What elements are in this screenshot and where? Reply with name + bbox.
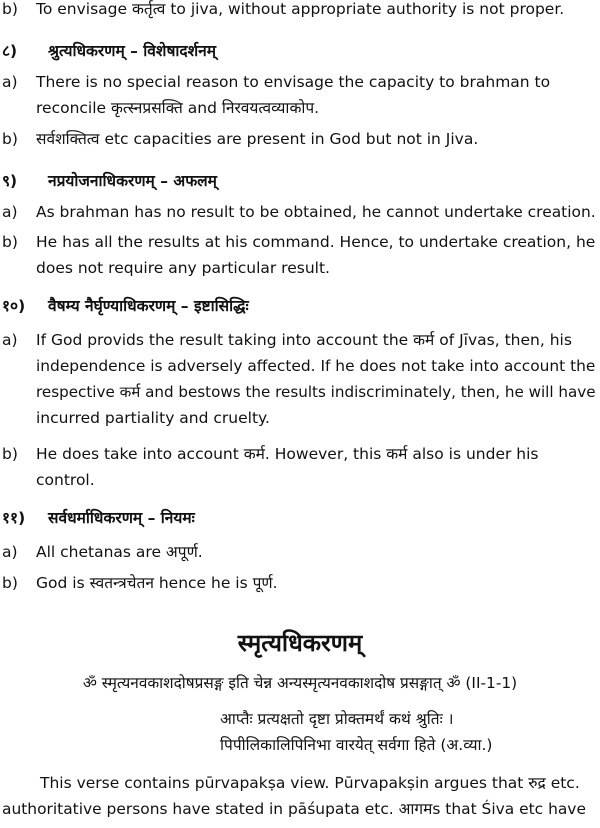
heading-text: सर्वधर्माधिकरणम् – नियमः — [48, 509, 195, 527]
item-text: independence is adversely affected. If he does not take into account the — [36, 357, 596, 375]
item-text: To envisage कर्तृत्व to jiva, without appropriate authority is not proper. — [36, 0, 565, 18]
item-label: a) — [2, 203, 18, 221]
item-text: God is स्वतन्त्रचेतन hence he is पूर्ण. — [36, 574, 278, 592]
item-text: He has all the results at his command. Hence, to undertake creation, he — [36, 233, 596, 251]
item-label: b) — [2, 130, 18, 148]
heading-number: ८) — [2, 42, 18, 60]
verse-line: आप्तैः प्रत्यक्षतो दृष्टा प्रोक्तमर्थं कथं श्रुतिः । — [220, 710, 454, 728]
heading-text: श्रुत्यधिकरणम् – विशेषादर्शनम् — [48, 42, 217, 60]
item-text: does not require any particular result. — [36, 259, 330, 277]
item-label: b) — [2, 233, 18, 251]
heading-number: १०) — [2, 297, 26, 315]
item-text: control. — [36, 471, 95, 489]
item-label: b) — [2, 574, 18, 592]
item-label: a) — [2, 331, 18, 349]
item-text: As brahman has no result to be obtained, he cannot undertake creation. — [36, 203, 596, 221]
item-text: reconcile कृत्स्नप्रसक्ति and निरवयत्वव्याकोप. — [36, 99, 320, 117]
item-text: सर्वशक्तित्व etc capacities are present in God but not in Jiva. — [36, 130, 479, 148]
item-text: incurred partiality and cruelty. — [36, 409, 270, 427]
item-label: b) — [2, 445, 18, 463]
section-title: स्मृत्यधिकरणम् — [237, 629, 363, 657]
paragraph-line: This verse contains pūrvapakṣa view. Pūrvapakṣin argues that रुद्र etc. — [40, 774, 580, 792]
item-label: b) — [2, 0, 18, 18]
item-text: There is no special reason to envisage the capacity to brahman to — [36, 73, 551, 91]
heading-number: ९) — [2, 172, 18, 190]
heading-text: वैषम्य नैर्घृण्याधिकरणम् – इष्टासिद्धिः — [48, 297, 249, 315]
sutra-line: ॐ स्मृत्यनवकाशदोषप्रसङ्ग इति चेन्न अन्यस्मृत्यनवकाशदोष प्रसङ्गात् ॐ (II-1-1) — [82, 674, 518, 692]
item-text: All chetanas are अपूर्ण. — [36, 543, 203, 561]
item-label: a) — [2, 543, 18, 561]
item-text: If God provids the result taking into account the कर्म of Jīvas, then, his — [36, 331, 572, 349]
paragraph-line: authoritative persons have stated in pāśupata etc. आगमs that Śiva etc have — [2, 800, 586, 818]
item-label: a) — [2, 73, 18, 91]
item-text: He does take into account कर्म. However, this कर्म also is under his — [36, 445, 539, 463]
verse-line: पिपीलिकालिपिनिभा वारयेत् सर्वगा हिते (अ.व्या.) — [220, 736, 493, 754]
item-text: respective कर्म and bestows the results indiscriminately, then, he will have — [36, 383, 596, 401]
heading-text: नप्रयोजनाधिकरणम् – अफलम् — [48, 172, 217, 190]
heading-number: ११) — [2, 509, 26, 527]
